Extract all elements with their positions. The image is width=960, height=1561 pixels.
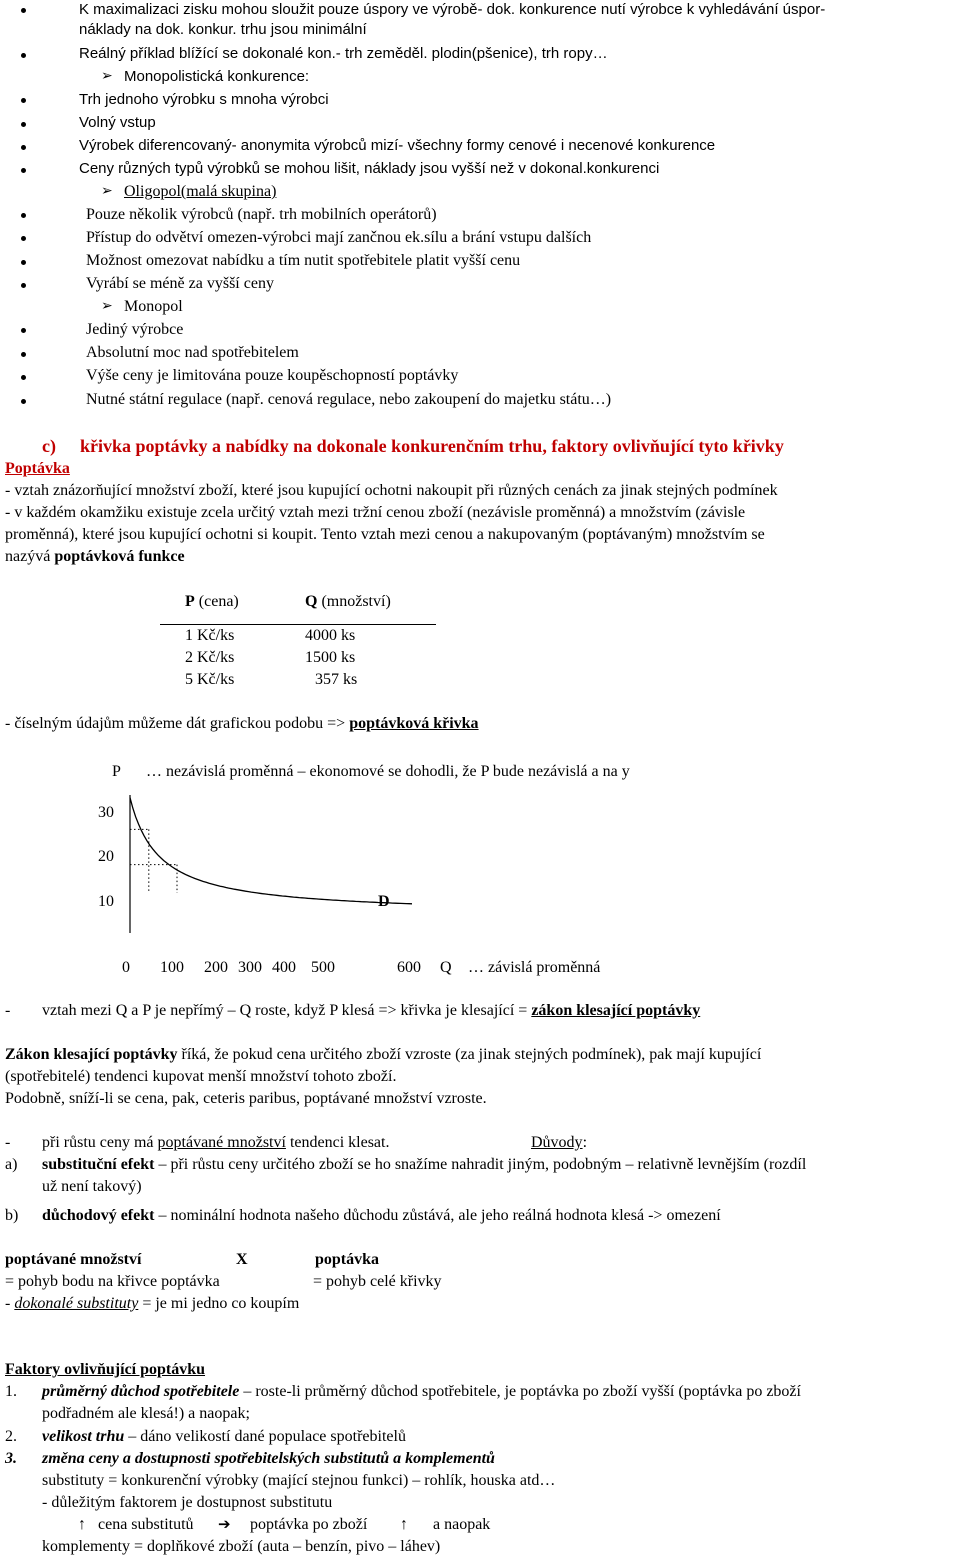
section-c-title: křivka poptávky a nabídky na dokonale konkurenčním trhu, faktory ovlivňující tyto křivky bbox=[80, 436, 784, 456]
bullet-text: náklady na dok. konkur. trhu jsou minimální bbox=[79, 21, 367, 38]
bullet-dot bbox=[21, 260, 26, 265]
y-tick-label: 10 bbox=[98, 893, 114, 910]
bullet-text: Reálný příklad blížící se dokonalé kon.- trh zeměděl. plodin(pšenice), trh ropy… bbox=[79, 45, 608, 62]
table-cell: 1500 ks bbox=[305, 649, 356, 666]
x-tick-label: 200 bbox=[204, 959, 228, 976]
x-axis-note: … závislá proměnná bbox=[468, 959, 601, 976]
table-cell: 4000 ks bbox=[305, 627, 356, 644]
law-para: Zákon klesající poptávky říká, že pokud cena určitého zboží vzroste (za jinak stejných podmínek), pak mají kupující bbox=[5, 1046, 762, 1063]
important-line: - důležitým faktorem je dostupnost substitutu bbox=[42, 1494, 333, 1511]
bullet-text: Výše ceny je limitována pouze koupěschopností poptávky bbox=[86, 367, 459, 384]
bullet-text: Absolutní moc nad spotřebitelem bbox=[86, 344, 299, 361]
bullet-dot bbox=[21, 98, 26, 103]
reason-a-text: substituční efekt – při růstu ceny určitého zboží se ho snažíme nahradit jiným, podobným – relativně levnějším (rozdíl bbox=[42, 1156, 807, 1173]
compare-right-title: poptávka bbox=[315, 1251, 380, 1268]
bullet-dot bbox=[21, 375, 26, 380]
factor-num: 2. bbox=[5, 1428, 17, 1445]
demand-chart bbox=[0, 745, 960, 985]
y-tick-label: 30 bbox=[98, 804, 114, 821]
x-tick-label: 100 bbox=[160, 959, 184, 976]
bullet-dot bbox=[21, 122, 26, 127]
relationship-dash: - bbox=[5, 1002, 11, 1019]
table-header-q: Q (množství) bbox=[305, 593, 391, 610]
poptavka-line: - vztah znázorňující množství zboží, které jsou kupující ochotni nakoupit při různých cenách za jinak stejných podmínek bbox=[5, 482, 778, 499]
bullet-text: Volný vstup bbox=[79, 114, 156, 131]
bullet-dot bbox=[21, 8, 26, 13]
bullet-text: Jediný výrobce bbox=[86, 321, 184, 338]
duvody-label: Důvody: bbox=[531, 1134, 588, 1151]
arrow-bullet-icon: ➢ bbox=[101, 69, 113, 84]
reasons-text: při růstu ceny má poptávané množství tendenci klesat. bbox=[42, 1134, 390, 1151]
poptavka-line: nazývá poptávková funkce bbox=[5, 548, 185, 565]
factor-line2: podřadném ale klesá!) a naopak; bbox=[42, 1405, 250, 1422]
x-tick-label: 0 bbox=[122, 959, 130, 976]
compare-left-desc: = pohyb bodu na křivce poptávka bbox=[5, 1273, 220, 1290]
bullet-text: Možnost omezovat nabídku a tím nutit spotřebitele platit vyšší cenu bbox=[86, 252, 521, 269]
factors-heading: Faktory ovlivňující poptávku bbox=[5, 1361, 206, 1378]
table-cell: 5 Kč/ks bbox=[185, 671, 235, 688]
bullet-dot bbox=[21, 168, 26, 173]
factor-num: 3. bbox=[5, 1450, 17, 1467]
bullet-dot bbox=[21, 328, 26, 333]
graph-intro: - číselným údajům můžeme dát grafickou podobu => poptávková křivka bbox=[5, 715, 479, 732]
bullet-text: Ceny různých typů výrobků se mohou lišit, náklady jsou vyšší než v dokonal.konkurenci bbox=[79, 160, 660, 177]
reason-a-label: a) bbox=[5, 1156, 18, 1173]
bullet-text: Nutné státní regulace (např. cenová regulace, nebo zakoupení do majetku státu…) bbox=[86, 391, 612, 408]
bullet-text: Výrobek diferencovaný- anonymita výrobců mizí- všechny formy cenové i necenové konkurence bbox=[79, 137, 716, 154]
x-tick-label: 300 bbox=[238, 959, 262, 976]
bullet-text: K maximalizaci zisku mohou sloužit pouze úspory ve výrobě- dok. konkurence nutí výrobce k vyhledávání úspor- bbox=[79, 1, 826, 18]
poptavka-line: proměnná), které jsou kupující ochotni si koupit. Tento vztah mezi cenou a nakupovaným (poptávaným) množstvím se bbox=[5, 526, 765, 543]
monopol-heading: Monopol bbox=[124, 298, 183, 315]
bullet-dot bbox=[21, 213, 26, 218]
compare-left-title: poptávané množství bbox=[5, 1251, 142, 1268]
x-tick-label: 400 bbox=[272, 959, 296, 976]
factor-text: průměrný důchod spotřebitele – roste-li průměrný důchod spotřebitele, je poptávka po zboží vyšší (poptávka po zboží bbox=[42, 1383, 801, 1400]
bullet-dot bbox=[21, 53, 26, 58]
y-tick-label: 20 bbox=[98, 848, 114, 865]
reason-b-label: b) bbox=[5, 1207, 19, 1224]
table-divider bbox=[160, 624, 436, 625]
x-tick-label: 500 bbox=[311, 959, 335, 976]
table-cell: 357 ks bbox=[315, 671, 358, 688]
reason-b-text: důchodový efekt – nominální hodnota našeho důchodu zůstává, ale jeho reálná hodnota klesá -> omezení bbox=[42, 1207, 721, 1224]
arrow-right-icon: ➔ bbox=[218, 1517, 231, 1533]
reason-a-line2: už není takový) bbox=[42, 1178, 142, 1195]
arrow-bullet-icon: ➢ bbox=[101, 184, 113, 199]
bullet-text: Trh jednoho výrobku s mnoha výrobci bbox=[79, 91, 329, 108]
bullet-dot bbox=[21, 399, 26, 404]
substitutes-line: substituty = konkurenční výrobky (mající stejnou funkci) – rohlík, houska atd… bbox=[42, 1472, 556, 1489]
x-axis-label: Q bbox=[440, 959, 452, 976]
compare-right-desc: = pohyb celé křivky bbox=[313, 1273, 442, 1290]
factor-text: velikost trhu – dáno velikostí dané populace spotřebitelů bbox=[42, 1428, 406, 1445]
compare-x: X bbox=[236, 1251, 248, 1268]
section-c-label: c) bbox=[42, 436, 56, 456]
arrow-up-icon: ↑ bbox=[78, 1516, 86, 1533]
bullet-text: Vyrábí se méně za vyšší ceny bbox=[86, 275, 274, 292]
bullet-text: Pouze několik výrobců (např. trh mobilních operátorů) bbox=[86, 206, 437, 223]
complements-line: komplementy = doplňkové zboží (auta – benzín, pivo – láhev) bbox=[42, 1538, 441, 1555]
perfect-substitutes: - dokonalé substituty = je mi jedno co koupím bbox=[5, 1295, 300, 1312]
y-axis-note: … nezávislá proměnná – ekonomové se dohodli, že P bude nezávislá a na y bbox=[146, 763, 630, 780]
x-tick-label: 600 bbox=[397, 959, 421, 976]
y-axis-label: P bbox=[112, 763, 121, 780]
table-cell: 1 Kč/ks bbox=[185, 627, 235, 644]
table-header-p: P (cena) bbox=[185, 593, 239, 610]
factor-text: změna ceny a dostupnosti spotřebitelských substitutů a komplementů bbox=[42, 1450, 495, 1467]
bullet-dot bbox=[21, 283, 26, 288]
bullet-dot bbox=[21, 145, 26, 150]
price-substitutes: cena substitutů bbox=[98, 1516, 194, 1533]
table-cell: 2 Kč/ks bbox=[185, 649, 235, 666]
arrow-up-icon: ↑ bbox=[400, 1516, 408, 1533]
poptavka-heading: Poptávka bbox=[5, 460, 70, 477]
monopolistic-heading: Monopolistická konkurence: bbox=[124, 68, 310, 85]
law-para-line: (spotřebitelé) tendenci kupovat menší množství tohoto zboží. bbox=[5, 1068, 397, 1085]
curve-label: D bbox=[378, 893, 390, 910]
bullet-dot bbox=[21, 352, 26, 357]
arrow-bullet-icon: ➢ bbox=[101, 299, 113, 314]
bullet-dot bbox=[21, 236, 26, 241]
vice-versa: a naopak bbox=[433, 1516, 491, 1533]
poptavka-line: - v každém okamžiku existuje zcela určitý vztah mezi tržní cenou zboží (nezávisle proměnná) a množstvím (závisle bbox=[5, 504, 746, 521]
demand-curve bbox=[130, 798, 412, 904]
demand-goods: poptávka po zboží bbox=[250, 1516, 368, 1533]
factor-num: 1. bbox=[5, 1383, 17, 1400]
law-para-line: Podobně, sníží-li se cena, pak, ceteris paribus, poptávané množství vzroste. bbox=[5, 1090, 487, 1107]
oligopol-heading: Oligopol(malá skupina) bbox=[124, 183, 277, 200]
bullet-text: Přístup do odvětví omezen-výrobci mají zančnou ek.sílu a brání vstupu dalších bbox=[86, 229, 592, 246]
reasons-dash: - bbox=[5, 1134, 11, 1151]
relationship-text: vztah mezi Q a P je nepřímý – Q roste, když P klesá => křivka je klesající = zákon klesající poptávky bbox=[42, 1002, 701, 1019]
